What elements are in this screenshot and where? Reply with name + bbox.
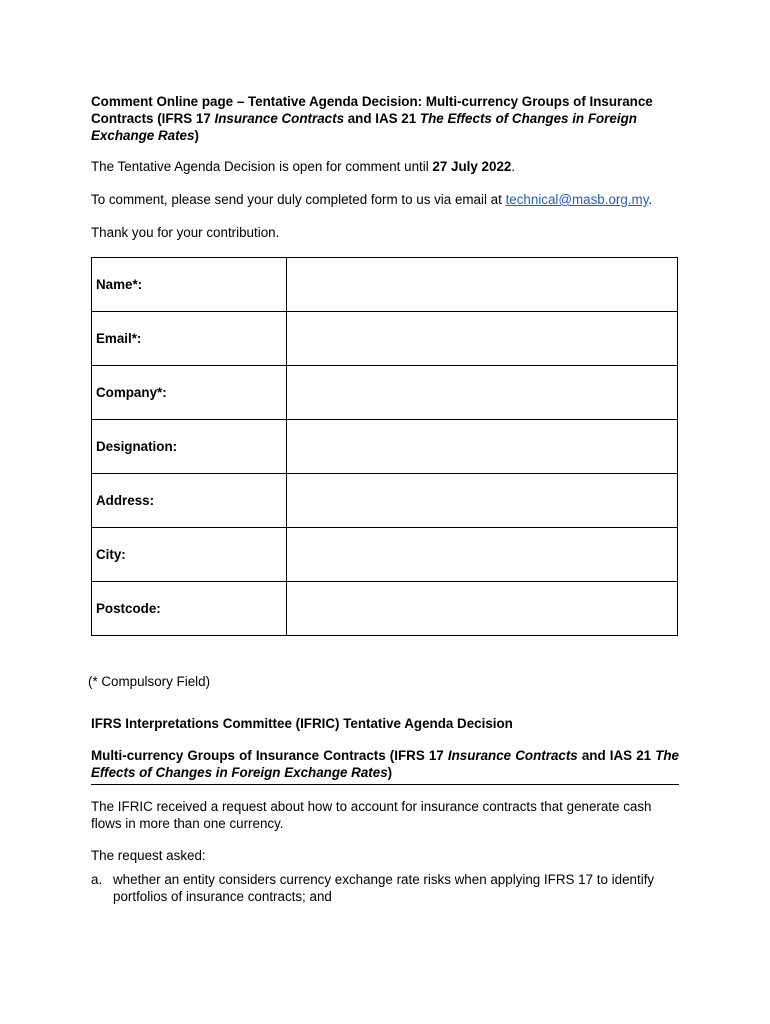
email-label: Email*: [92,312,287,366]
heading-line-2 [91,110,691,127]
decision-body-2: The request asked: [91,848,206,863]
form-row-city [92,528,678,582]
postcode-input-cell[interactable] [287,582,678,636]
heading-text: ) [194,128,199,143]
heading-italic-standard: Insurance Contracts [214,111,345,126]
heading-text: and IAS 21 [344,111,420,126]
form-row-name [92,258,678,312]
form-row-email [92,312,678,366]
form-row-postcode [92,582,678,636]
address-input-cell[interactable] [287,474,678,528]
decision-title: IFRS Interpretations Committee (IFRIC) Tentative Agenda Decision [91,716,513,731]
postcode-label: Postcode: [92,582,287,636]
form-row-designation [92,420,678,474]
heading-line-3 [91,127,691,144]
deadline-paragraph [91,158,515,175]
heading-italic-standard: Exchange Rates [91,128,195,143]
form-row-company [92,366,678,420]
heading-text: Contracts (IFRS 17 [91,111,215,126]
designation-input-cell[interactable] [287,420,678,474]
document-heading [91,93,691,144]
subtitle-italic-standard: Insurance Contracts [447,748,578,763]
list-marker-a: a. [91,872,103,887]
subtitle-text: ) [387,765,393,780]
email-text: To comment, please send your duly completed form to us via email at [91,192,506,207]
email-link[interactable]: technical@masb.org.my [505,192,649,207]
subtitle-text: and IAS 21 [577,748,656,763]
heading-italic-standard: The Effects of Changes in Foreign [419,111,637,126]
deadline-text: . [511,159,516,174]
company-input-cell[interactable] [287,366,678,420]
city-input-cell[interactable] [287,528,678,582]
deadline-text: The Tentative Agenda Decision is open for comment until [91,159,433,174]
decision-body-1: The IFRIC received a request about how to account for insurance contracts that generate cash flows in more than one currency. [91,799,652,831]
decision-subtitle [91,747,679,785]
name-label: Name*: [92,258,287,312]
heading-line-1: Comment Online page – Tentative Agenda Decision: Multi-currency Groups of Insurance [91,94,653,109]
comment-form-table [91,257,678,636]
deadline-date: 27 July 2022 [432,159,512,174]
email-input-cell[interactable] [287,312,678,366]
form-row-address [92,474,678,528]
name-input-cell[interactable] [287,258,678,312]
city-label: City: [92,528,287,582]
thanks-paragraph: Thank you for your contribution. [91,225,280,240]
subtitle-text: Multi-currency Groups of Insurance Contracts (IFRS 17 [91,748,448,763]
address-label: Address: [92,474,287,528]
designation-label: Designation: [92,420,287,474]
company-label: Company*: [92,366,287,420]
list-item-a: whether an entity considers currency exchange rate risks when applying IFRS 17 to identify portfolios of insurance contracts; and [113,872,655,904]
compulsory-note: (* Compulsory Field) [88,674,211,689]
subtitle-italic-standard: The Effects of Changes in Foreign Exchange Rates [91,748,680,780]
email-paragraph [91,191,652,208]
email-text: . [648,192,653,207]
